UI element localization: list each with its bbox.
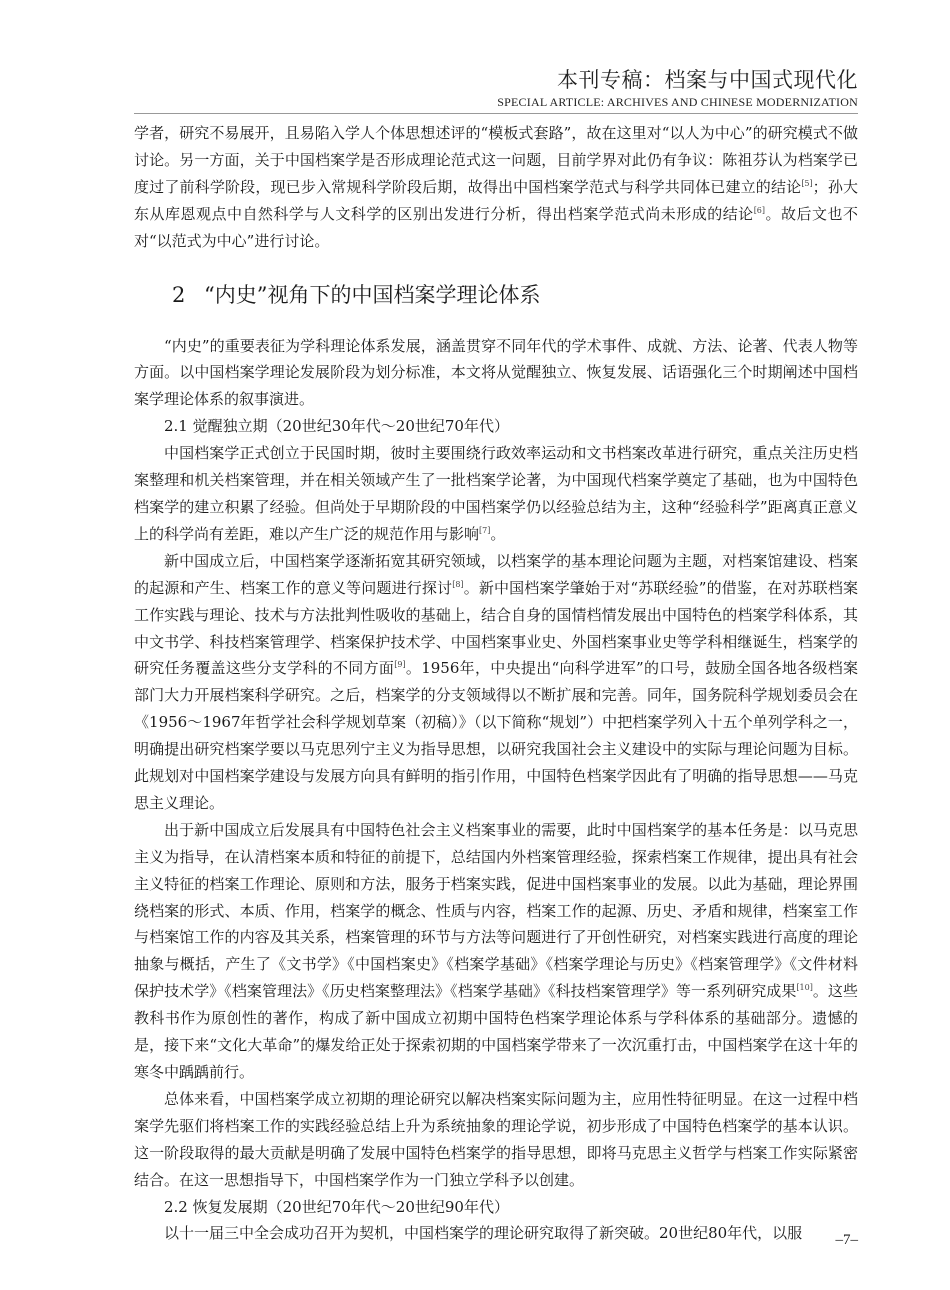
paragraph: 新中国成立后，中国档案学逐渐拓宽其研究领域，以档案学的基本理论问题为主题，对档案馆建设、档案的起源和产生、档案工作的意义等问题进行探讨[8]。新中国档案学肇始于对“苏联经验”的借鉴，在对苏联档案工作实践与理论、技术与方法批判性吸收的基础上，结合自身的国情档情发展出中国特色的档案学科体系，其中文书学、科技档案管理学、档案保护技术学、中国档案事业史、外国档案事业史等学科相继诞生，档案学的研究任务覆盖这些分支学科的不同方面[9]。1956年，中央提出“向科学进军”的口号，鼓励全国各地各级档案部门大力开展档案科学研究。之后，档案学的分支领域得以不断扩展和完善。同年，国务院科学规划委员会在《1956～1967年哲学社会科学规划草案（初稿）》（以下简称“规划”）中把档案学列入十五个单列学科之一，明确提出研究档案学要以马克思列宁主义为指导思想，以研究我国社会主义建设中的实际与理论问题为目标。此规划对中国档案学建设与发展方向具有鲜明的指引作用，中国特色档案学因此有了明确的指导思想——马克思主义理论。: [134, 551, 858, 812]
citation-ref[interactable]: [7]: [479, 525, 491, 535]
citation-ref[interactable]: [8]: [452, 579, 464, 589]
journal-section-subtitle: SPECIAL ARTICLE: ARCHIVES AND CHINESE MODERNIZATION: [497, 95, 858, 109]
paragraph: 以十一届三中全会成功召开为契机，中国档案学的理论研究取得了新突破。20世纪80年代，以服: [164, 1224, 803, 1243]
page-number: –7–: [835, 1232, 858, 1248]
paragraph: “内史”的重要表征为学科理论体系发展，涵盖贯穿不同年代的学术事件、成就、方法、论著、代表人物等方面。以中国档案学理论发展阶段为划分标准，本文将从觉醒独立、恢复发展、话语强化三个时期阐述中国档案学理论体系的叙事演进。: [134, 336, 858, 409]
citation-ref[interactable]: [9]: [394, 660, 406, 670]
paragraph-continuation: 学者，研究不易展开，且易陷入学人个体思想述评的“模板式套路”，故在这里对“以人为中心”的研究模式不做讨论。另一方面，关于中国档案学是否形成理论范式这一问题，目前学界对此仍有争议：陈祖芬认为档案学已度过了前科学阶段，现已步入常规科学阶段后期，故得出中国档案学范式与科学共同体已建立的结论[5]；孙大东从库恩观点中自然科学与人文科学的区别出发进行分析，得出档案学范式尚未形成的结论[6]。故后文也不对“以范式为中心”进行讨论。: [134, 124, 858, 250]
paragraph: 出于新中国成立后发展具有中国特色社会主义档案事业的需要，此时中国档案学的基本任务是：以马克思主义为指导，在认清档案本质和特征的前提下，总结国内外档案管理经验，探索档案工作规律，提出具有社会主义特征的档案工作理论、原则和方法，服务于档案实践，促进中国档案事业的发展。以此为基础，理论界围绕档案的形式、本质、作用，档案学的概念、性质与内容，档案工作的起源、历史、矛盾和规律，档案室工作与档案馆工作的内容及其关系，档案管理的环节与方法等问题进行了开创性研究，对档案实践进行高度的理论抽象与概括，产生了《文书学》《中国档案史》《档案学基础》《档案学理论与历史》《档案管理学》《文件材料保护技术学》《档案管理法》《历史档案整理法》《档案学基础》《科技档案管理学》等一系列研究成果[10]。这些教科书作为原创性的著作，构成了新中国成立初期中国特色档案学理论体系与学科体系的基础部分。遗憾的是，接下来“文化大革命”的爆发给正处于探索初期的中国档案学带来了一次沉重打击，中国档案学在这十年的寒冬中踽踽前行。: [134, 820, 858, 1081]
paragraph: 中国档案学正式创立于民国时期，彼时主要围绕行政效率运动和文书档案改革进行研究，重点关注历史档案整理和机关档案管理，并在相关领域产生了一批档案学论著，为中国现代档案学奠定了基础，也为中国特色档案学的建立积累了经验。但尚处于早期阶段的中国档案学仍以经验总结为主，这种“经验科学”距离真正意义上的科学尚有差距，难以产生广泛的规范作用与影响[7]。: [134, 444, 858, 543]
journal-section-title: 本刊专稿：档案与中国式现代化: [557, 68, 858, 92]
subsection-heading: 2.1 觉醒独立期（20世纪30年代～20世纪70年代）: [164, 417, 509, 436]
citation-ref[interactable]: [6]: [753, 205, 766, 215]
section-number: 2: [172, 282, 186, 307]
article-body: [134, 120, 858, 1247]
citation-ref[interactable]: [5]: [801, 178, 813, 188]
header-divider: [134, 113, 858, 114]
citation-ref[interactable]: [10]: [796, 983, 813, 993]
section-title: “内史”视角下的中国档案学理论体系: [204, 282, 541, 307]
section-heading: [172, 280, 858, 310]
subsection-heading: 2.2 恢复发展期（20世纪70年代～20世纪90年代）: [164, 1197, 509, 1216]
paragraph: 总体来看，中国档案学成立初期的理论研究以解决档案实际问题为主，应用性特征明显。在这一过程中档案学先驱们将档案工作的实践经验总结上升为系统抽象的理论学说，初步形成了中国特色档案学的基本认识。这一阶段取得的最大贡献是明确了发展中国特色档案学的指导思想，即将马克思主义哲学与档案工作实际紧密结合。在这一思想指导下，中国档案学作为一门独立学科予以创建。: [134, 1089, 858, 1189]
